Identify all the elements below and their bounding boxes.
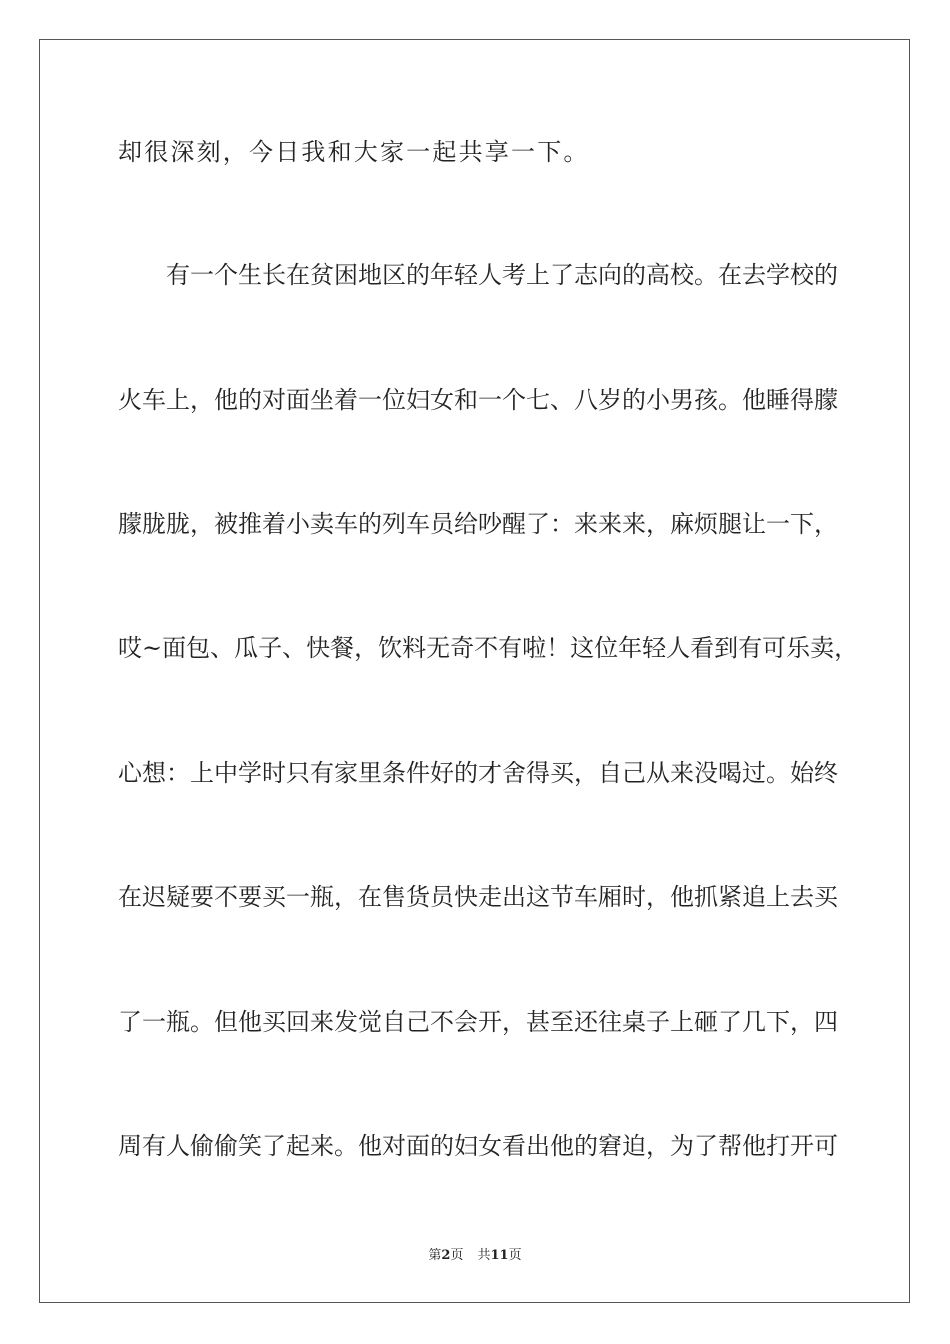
- text-line: 周有人偷偷笑了起来。他对面的妇女看出他的窘迫，为了帮他打开可: [118, 1132, 838, 1160]
- text-line: 了一瓶。但他买回来发觉自己不会开，甚至还往桌子上砸了几下，四: [118, 1008, 838, 1036]
- page-number: 2: [441, 1248, 451, 1263]
- paragraph-first-line: 有一个生长在贫困地区的年轻人考上了志向的高校。在去学校的: [166, 261, 838, 289]
- text-line: 朦胧胧，被推着小卖车的列车员给吵醒了：来来来，麻烦腿让一下，: [118, 510, 838, 538]
- total-pages: 11: [490, 1248, 509, 1263]
- total-prefix: 共: [477, 1248, 491, 1263]
- page-footer: [0, 1247, 950, 1265]
- page-prefix: 第: [428, 1248, 442, 1263]
- text-line: 火车上，他的对面坐着一位妇女和一个七、八岁的小男孩。他睡得朦: [118, 386, 838, 414]
- text-line: 却很深刻，今日我和大家一起共享一下。: [118, 138, 590, 166]
- text-line: 在迟疑要不要买一瓶，在售货员快走出这节车厢时，他抓紧追上去买: [118, 883, 838, 911]
- page-suffix: 页: [450, 1248, 464, 1263]
- page-border: [39, 39, 910, 1303]
- text-line: 哎~面包、瓜子、快餐，饮料无奇不有啦！这位年轻人看到有可乐卖，: [118, 634, 859, 662]
- total-suffix: 页: [508, 1248, 522, 1263]
- text-line: 心想：上中学时只有家里条件好的才舍得买，自己从来没喝过。始终: [118, 759, 838, 787]
